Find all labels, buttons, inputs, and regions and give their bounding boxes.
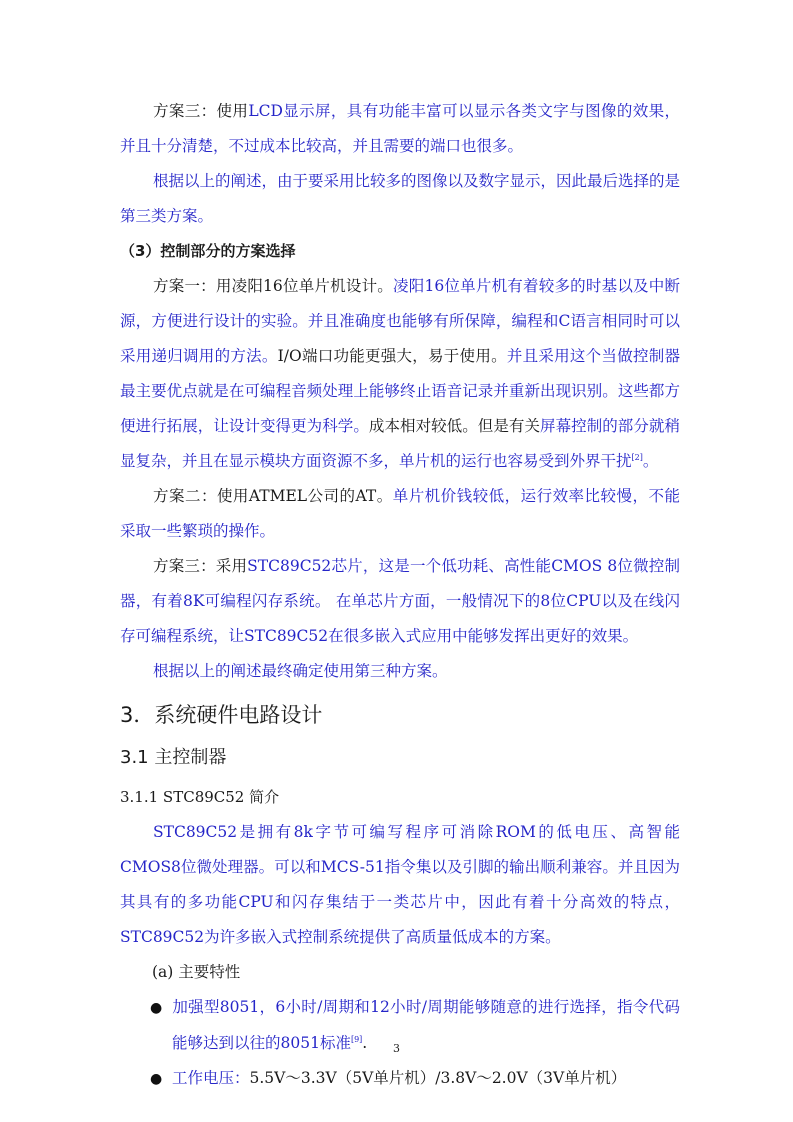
heading-control-scheme: （3）控制部分的方案选择	[120, 242, 296, 260]
text-lead: 方案三：采用	[153, 557, 248, 575]
text-lead: 方案二：使用ATMEL公司的AT。	[153, 487, 393, 505]
document-page	[120, 94, 680, 1097]
text-lead: 方案三：使用	[153, 102, 249, 120]
paragraph-option3-stc	[120, 549, 680, 654]
chapter-heading: 3．系统硬件电路设计	[120, 703, 323, 727]
feature-lead: 工作电压：	[172, 1069, 250, 1087]
bullet-icon: ●	[150, 1071, 163, 1087]
text-highlight: STC89C52芯片，这是一个低功耗、高性能CMOS 8位微控制器，有着8K可编程闪存系统。 在单芯片方面，一般情况下的8位CPU以及在线闪存可编程系统，让STC89C52在很多嵌入式应用中能够发挥出更好的效果。	[120, 557, 680, 645]
paragraph-option1-sunplus	[120, 269, 680, 479]
text-plain: I/O端口功能更强大，易于使用。	[277, 347, 507, 365]
subsection-heading: 3.1.1 STC89C52 简介	[120, 788, 280, 806]
text-highlight: 单片机价钱较低，运行效率比较慢，不能采取一些繁琐的操作。	[120, 487, 680, 540]
feature-text: 加强型8051，6小时/周期和12小时/周期能够随意的进行选择，指令代码能够达到以往的8051标准	[172, 998, 680, 1052]
text-highlight: 。	[642, 452, 659, 470]
paragraph-stc-intro: STC89C52是拥有8k字节可编写程序可消除ROM的低电压、高智能CMOS8位微处理器。可以和MCS-51指令集以及引脚的输出顺利兼容。并且因为其具有的多功能CPU和闪存集结于一类芯片中，因此有着十分高效的特点，STC89C52为许多嵌入式控制系统提供了高质量低成本的方案。	[120, 823, 680, 946]
paragraph-option2-atmel	[120, 479, 680, 549]
text-highlight: 凌阳16位单片机有着较多的时基以及中断源，方便进行设计的实验。并且准确度也能够有所保障，编程和C语言相同时可以采用递归调用的方法。	[120, 277, 680, 365]
paragraph-final-choice: 根据以上的阐述最终确定使用第三种方案。	[153, 662, 448, 680]
text-lead: 方案一：用凌阳16位单片机设计。	[153, 277, 394, 295]
bullet-icon: ●	[150, 1000, 163, 1016]
page-number: 3	[393, 1042, 400, 1055]
text-plain: 成本相对较低。但是有关	[368, 417, 541, 435]
features-label: (a) 主要特性	[152, 963, 241, 981]
section-heading: 3.1 主控制器	[120, 747, 227, 768]
feature-text: 5.5V～3.3V（5V单片机）/3.8V～2.0V（3V单片机）	[249, 1069, 627, 1087]
text-highlight: LCD显示屏，具有功能丰富可以显示各类文字与图像的效果，并且十分清楚，不过成本比较高，并且需要的端口也很多。	[120, 102, 680, 155]
text-highlight: 并且采用这个当做控制器最主要优点就是在可编程音频处理上能够终止语音记录并重新出现识别。这些都方便进行拓展，让设计变得更为科学。	[120, 347, 680, 435]
paragraph-display-conclusion: 根据以上的阐述，由于要采用比较多的图像以及数字显示，因此最后选择的是第三类方案。	[120, 172, 681, 225]
citation-ref: [2]	[631, 452, 643, 462]
paragraph-option3-lcd	[120, 94, 680, 164]
text-highlight: 屏幕控制的部分就稍显复杂，并且在显示模块方面资源不多，单片机的运行也容易受到外界干扰	[120, 417, 680, 470]
feature-item	[120, 1061, 680, 1097]
feature-text-end: .	[362, 1034, 368, 1052]
citation-ref: [9]	[350, 1034, 363, 1044]
